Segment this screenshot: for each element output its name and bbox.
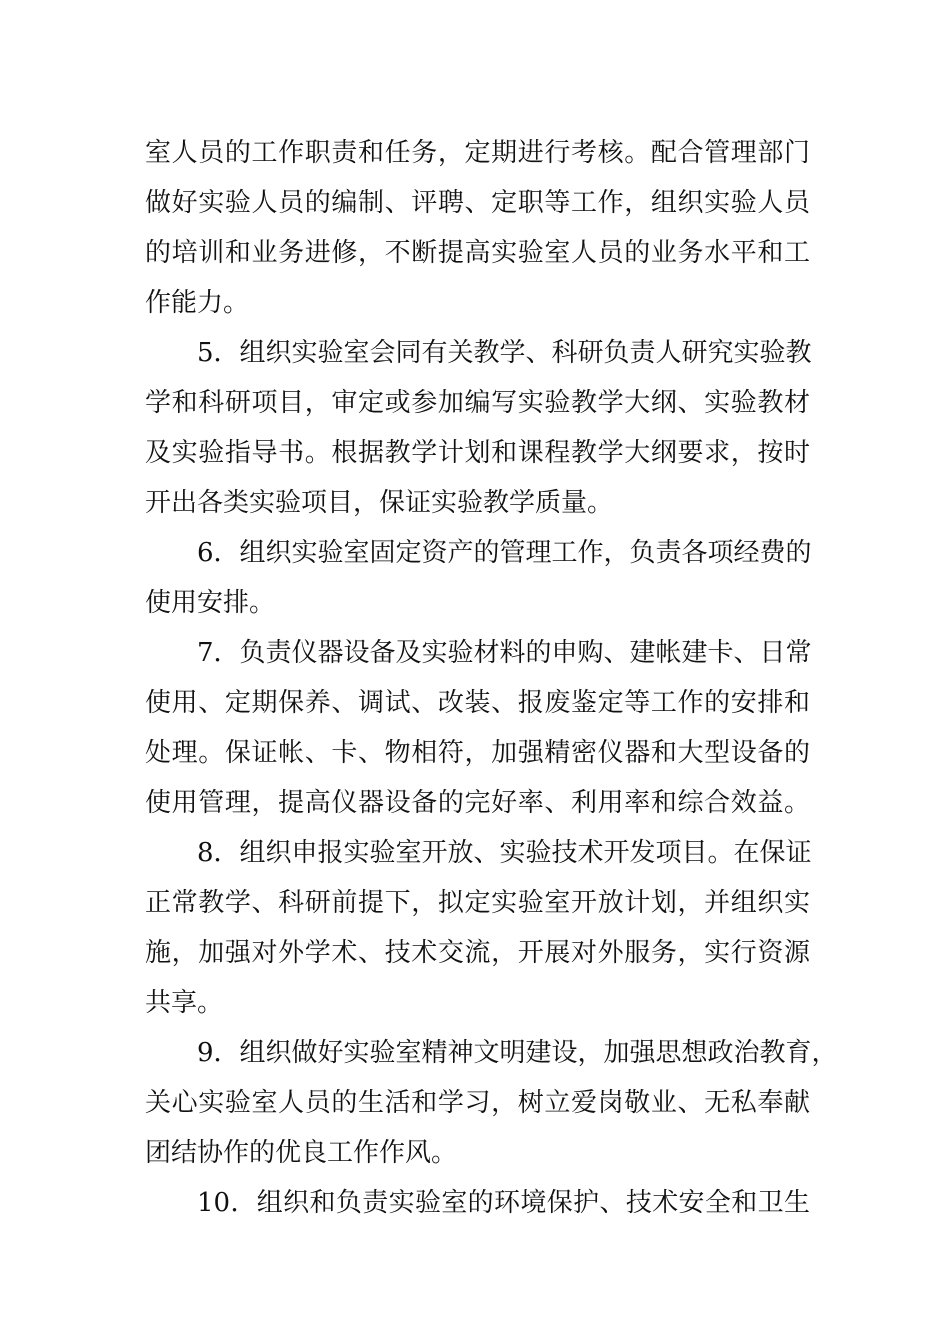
text-line: 学和科研项目，审定或参加编写实验教学大纲、实验教材 — [145, 388, 810, 418]
text-line: 做好实验人员的编制、评聘、定职等工作，组织实验人员 — [145, 188, 810, 218]
text-line: 6．组织实验室固定资产的管理工作，负责各项经费的 — [197, 538, 812, 568]
text-line: 7．负责仪器设备及实验材料的申购、建帐建卡、日常 — [197, 638, 812, 668]
text-line: 9．组织做好实验室精神文明建设，加强思想政治教育， — [197, 1038, 838, 1068]
text-line: 10．组织和负责实验室的环境保护、技术安全和卫生 — [197, 1188, 810, 1218]
document-body — [145, 128, 838, 1228]
text-line: 的培训和业务进修，不断提高实验室人员的业务水平和工 — [145, 238, 810, 268]
text-line: 开出各类实验项目，保证实验教学质量。 — [145, 488, 614, 518]
text-line: 8．组织申报实验室开放、实验技术开发项目。在保证 — [197, 838, 812, 868]
text-line: 使用安排。 — [145, 588, 276, 618]
text-line: 作能力。 — [145, 288, 250, 318]
text-line: 关心实验室人员的生活和学习，树立爱岗敬业、无私奉献 — [145, 1088, 810, 1118]
text-line: 5．组织实验室会同有关教学、科研负责人研究实验教 — [197, 338, 812, 368]
text-line: 使用、定期保养、调试、改装、报废鉴定等工作的安排和 — [145, 688, 810, 718]
text-line: 室人员的工作职责和任务，定期进行考核。配合管理部门 — [145, 138, 810, 168]
text-line: 处理。保证帐、卡、物相符，加强精密仪器和大型设备的 — [145, 738, 810, 768]
text-line: 施，加强对外学术、技术交流，开展对外服务，实行资源 — [145, 938, 810, 968]
text-line: 正常教学、科研前提下，拟定实验室开放计划，并组织实 — [145, 888, 810, 918]
text-line: 共享。 — [145, 988, 224, 1018]
text-line: 使用管理，提高仪器设备的完好率、利用率和综合效益。 — [145, 788, 810, 818]
text-line: 及实验指导书。根据教学计划和课程教学大纲要求，按时 — [145, 438, 810, 468]
text-line: 团结协作的优良工作作风。 — [145, 1138, 458, 1168]
